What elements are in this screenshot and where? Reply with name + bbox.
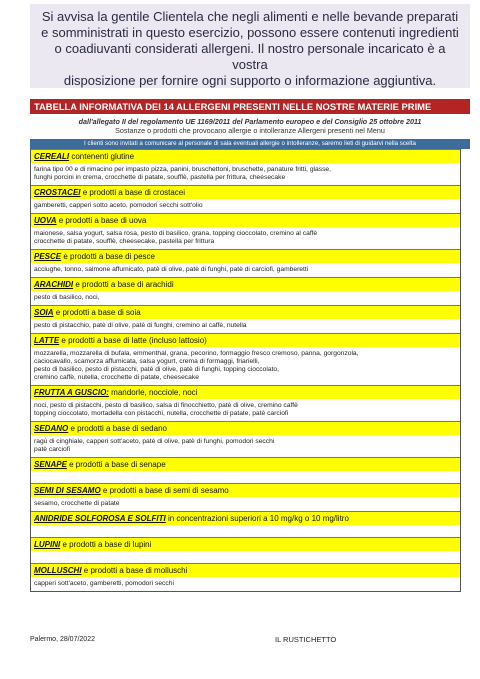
allergen-notice: [30, 4, 470, 88]
category-item-line: ragù di cinghiale, capperi sott'aceto, patè di olive, patè di funghi, pomodori secchi: [34, 438, 275, 445]
notice-line: Si avvisa la gentile Clientela che negli alimenti e nelle bevande preparati: [41, 9, 459, 24]
category-items: [31, 163, 460, 185]
category-item-line: farina tipo 00 e di rimacino per impasto pizza, panini, bruschettoni, bruschette, panature fritti, glasse,: [34, 166, 332, 173]
category-description: e prodotti a base di sedano: [68, 424, 167, 433]
allergen-category: [31, 305, 460, 333]
category-item-line: caciocavallo, scamorza affumicata, salsa yogurt, crema di formaggi, friarielli,: [34, 358, 260, 365]
category-item-line: topping cioccolato, mortadella con pistacchi, nutella, crocchette di patate, patè carciofi: [34, 410, 289, 417]
category-header: [31, 250, 460, 263]
category-header: [31, 512, 460, 525]
allergen-category: [31, 563, 460, 591]
category-description: contenenti glutine: [69, 152, 135, 161]
category-name: SOIA: [34, 308, 54, 317]
allergen-category: [31, 249, 460, 277]
footer-date: Palermo, 28/07/2022: [30, 636, 95, 643]
category-item-line: patè carciofi: [34, 446, 71, 453]
category-header: [31, 214, 460, 227]
category-description: e prodotti a base di crostacei: [80, 188, 186, 197]
allergen-category: [31, 333, 460, 385]
allergen-category: [31, 385, 460, 421]
category-item-line: pesto di basilico, noci,: [34, 294, 100, 301]
category-description: e prodotti a base di lupini: [60, 540, 152, 549]
category-name: ANIDRIDE SOLFOROSA E SOLFITI: [34, 514, 166, 523]
allergen-category: [31, 457, 460, 483]
category-item-line: funghi porcini in crema, crocchette di patate, soufflè, pastella per frittura, cheesecake: [34, 174, 286, 181]
regulation-subtitle: dall'allegato II del regolamento UE 1169/2011 del Parlamento europeo e del Consiglio 25 ottobre 2011: [78, 117, 422, 126]
category-name: UOVA: [34, 216, 57, 225]
allergen-category: [31, 483, 460, 511]
category-items: [31, 227, 460, 249]
category-description: e prodotti a base di semi di sesamo: [100, 486, 229, 495]
menu-subtitle: Sostanze o prodotti che provocano allergie o intolleranze Allergeni presenti nel Menu: [115, 126, 385, 135]
category-name: SEMI DI SESAMO: [34, 486, 101, 495]
notice-line: o coadiuvanti considerati allergeni. Il nostro personale incaricato è a vostra: [54, 41, 446, 72]
category-items: [31, 471, 460, 483]
allergen-category: [31, 537, 460, 563]
category-description: e prodotti a base di senape: [66, 460, 166, 469]
allergen-category: [31, 421, 460, 457]
category-name: CROSTACEI: [34, 188, 81, 197]
category-description: e prodotti a base di uova: [56, 216, 147, 225]
category-name: ARACHIDI: [34, 280, 74, 289]
category-items: [31, 435, 460, 457]
notice-line: disposizione per fornire ogni supporto o informazione aggiuntiva.: [63, 73, 437, 88]
category-description: e prodotti a base di pesce: [61, 252, 155, 261]
category-items: [31, 347, 460, 385]
category-name: MOLLUSCHI: [34, 566, 82, 575]
category-items: [31, 551, 460, 563]
customer-info-bar: I clienti sono invitati a comunicare al personale di sala eventuali allergie o intolleranze, saremo lieti di guidarvi nella scelta: [30, 139, 470, 149]
category-items: [31, 291, 460, 305]
category-header: [31, 422, 460, 435]
category-header: [31, 538, 460, 551]
category-header: [31, 278, 460, 291]
category-name: LUPINI: [34, 540, 61, 549]
category-header: [31, 150, 460, 163]
category-item-line: gamberetti, capperi sotto aceto, pomodori secchi sott'olio: [34, 202, 203, 209]
category-item-line: sesamo, crocchette di patate: [34, 500, 120, 507]
footer-restaurant-name: IL RUSTICHETTO: [275, 635, 337, 644]
category-header: [31, 386, 460, 399]
category-header: [31, 458, 460, 471]
category-items: [31, 525, 460, 537]
category-item-line: acciughe, tonno, salmone affumicato, patè di olive, patè di funghi, patè di carciofi, gamberetti: [34, 266, 309, 273]
category-description: e prodotti a base di soia: [53, 308, 141, 317]
category-name: FRUTTA A GUSCIO:: [34, 388, 109, 397]
category-header: [31, 306, 460, 319]
category-items: [31, 199, 460, 213]
allergen-table: [30, 149, 461, 592]
category-name: SEDANO: [34, 424, 69, 433]
category-description: e prodotti a base di latte (incluso lattosio): [59, 336, 207, 345]
category-items: [31, 319, 460, 333]
allergen-category: [31, 511, 460, 537]
category-items: [31, 263, 460, 277]
category-header: [31, 484, 460, 497]
table-title: TABELLA INFORMATIVA DEI 14 ALLERGENI PRESENTI NELLE NOSTRE MATERIE PRIME: [30, 99, 470, 114]
category-name: PESCE: [34, 252, 62, 261]
category-name: SENAPE: [34, 460, 67, 469]
allergen-category: [31, 213, 460, 249]
category-header: [31, 564, 460, 577]
category-description: e prodotti a base di arachidi: [73, 280, 174, 289]
category-item-line: capperi sott'aceto, gamberetti, pomodori secchi: [34, 580, 174, 587]
category-name: CEREALI: [34, 152, 70, 161]
category-item-line: crocchette di patate, soufflè, cheesecake, pastella per frittura: [34, 238, 215, 245]
category-items: [31, 577, 460, 591]
category-items: [31, 497, 460, 511]
category-item-line: pesto di pistacchio, patè di olive, patè di funghi, cremino al caffè, nutella: [34, 322, 247, 329]
category-header: [31, 186, 460, 199]
category-description: e prodotti a base di molluschi: [81, 566, 188, 575]
category-header: [31, 334, 460, 347]
category-item-line: maionese, salsa yogurt, salsa rosa, pesto di basilico, grana, topping cioccolato, cremino al caffè: [34, 230, 318, 237]
notice-line: e somministrati in questo esercizio, possono essere contenuti ingredienti: [41, 25, 459, 40]
category-item-line: cremino caffè, nutella, crocchette di patate, cheesecake: [34, 374, 199, 381]
allergen-category: [31, 277, 460, 305]
category-item-line: mozzarella, mozzarella di bufala, emmenthal, grana, pecorino, formaggio fresco cremoso, panna, gorgonzola,: [34, 350, 359, 357]
allergen-category: [31, 185, 460, 213]
category-description: mandorle, nocciole, noci: [108, 388, 198, 397]
category-name: LATTE: [34, 336, 60, 345]
category-items: [31, 399, 460, 421]
category-item-line: pesto di basilico, pesto di pistacchi, patè di olive, patè di funghi, topping cioccolato,: [34, 366, 279, 373]
category-description: in concentrazioni superiori a 10 mg/kg o 10 mg/litro: [165, 514, 349, 523]
category-item-line: noci, pesto di pistacchi, pesto di basilico, salsa di finocchietto, patè di olive, cremino caffè: [34, 402, 298, 409]
allergen-category: [31, 149, 460, 185]
